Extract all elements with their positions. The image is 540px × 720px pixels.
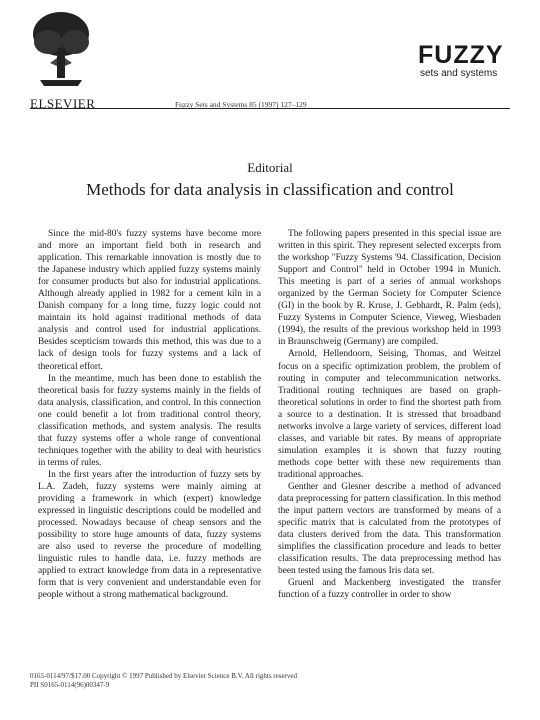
left-column [38, 228, 261, 601]
body-paragraph: Gruenl and Mackenberg investigated the transfer function of a fuzzy controller in order to show [278, 578, 501, 601]
right-column [278, 228, 501, 601]
body-paragraph: Since the mid-80's fuzzy systems have become more and more an important field both in research and application. This remarkable innovation is mostly due to the Japanese industry which applied fuzzy systems mainly for consumer products but also for industrial applications. Although already applied in 1982 for a cement kiln in a Danish company for a long time, fuzzy logic could not maintain its hold against traditional methods of data analysis and control used for industrial applications. Besides scepticism towards this method, this was due to a lack of design tools for fuzzy systems and a lack of theoretical effort. [38, 229, 261, 372]
copyright-line: 0165-0114/97/$17.00 Copyright © 1997 Published by Elsevier Science B.V. All rights reserved [30, 672, 298, 680]
elsevier-tree-logo [30, 8, 92, 90]
section-label: Editorial [247, 160, 293, 175]
page-header [30, 8, 510, 111]
copyright-footer [30, 672, 297, 690]
journal-logo [418, 42, 510, 79]
body-paragraph: In the meantime, much has been done to establish the theoretical basis for fuzzy systems mainly in the fields of data analysis, classification, and control. In this connection one could benefit a lot from traditional control theory, classification methods, and system analysis. The results that fuzzy systems offer a whole range of conventional techniques together with the ability to deal with heuristics in terms of rules. [38, 373, 261, 468]
body-paragraph: Genther and Glesner describe a method of advanced data preprocessing for pattern classification. In this method the input pattern vectors are transformed by means of a specific matrix that is calculated from the prototypes of data clusters derived from the data. This transformation simplifies the classification procedure and leads to better classification results. The data preprocessing method has been tested using the famous Iris data set. [278, 481, 501, 577]
journal-citation: Fuzzy Sets and Systems 85 (1997) 127–129 [175, 100, 307, 109]
body-paragraph: In the first years after the introduction of fuzzy sets by L.A. Zadeh, fuzzy systems were mainly aiming at providing a framework in which (expert) knowledge expressed in linguistic descriptions could be modelled and processed. Nowadays because of cheap sensors and the possibility to store huge amounts of data, fuzzy systems are also used to reverse the procedure of modelling linguistic rules to handle data, i.e. fuzzy methods are applied to extract knowledge from data in a representative form that is very convenient and understandable even for people without a strong mathematical background. [38, 469, 261, 601]
body-paragraph: Arnold, Hellendoorn, Seising, Thomas, and Weitzel focus on a specific optimization problem, the problem of routing in computer and telecommunication networks. Traditional routing techniques are based on graph-theoretical solutions in order to find the shortest path from a source to a destination. It is stressed that broadband networks involve a large variety of services, different load classes, and variable bit rates. By means of appropriate simulation examples it is shown that fuzzy routing methods cope better with these new requirements than traditional approaches. [278, 349, 501, 480]
pii-line: PII S0165-0114(96)00347-9 [30, 681, 110, 689]
publisher-name: ELSEVIER [30, 96, 96, 111]
header-rule [30, 108, 510, 109]
body-paragraph: The following papers presented in this special issue are written in this spirit. They represent selected excerpts from the workshop "Fuzzy Systems '94. Classification, Decision Support and Control" held in October 1994 in Munich. This meeting is part of a series of annual workshops organized by the German Society for Computer Science (GI) in the book by R. Kruse, J. Gebhardt, R. Palm (eds), Fuzzy Systems in Computer Science, Vieweg, Wiesbaden (1994), the results of the previous workshop held in 1993 in Braunschweig (Germany) are compiled. [278, 229, 501, 348]
journal-logo-title: FUZZY [418, 41, 504, 69]
article-title: Methods for data analysis in classification and control [86, 180, 454, 199]
journal-logo-subtitle: sets and systems [420, 68, 498, 79]
